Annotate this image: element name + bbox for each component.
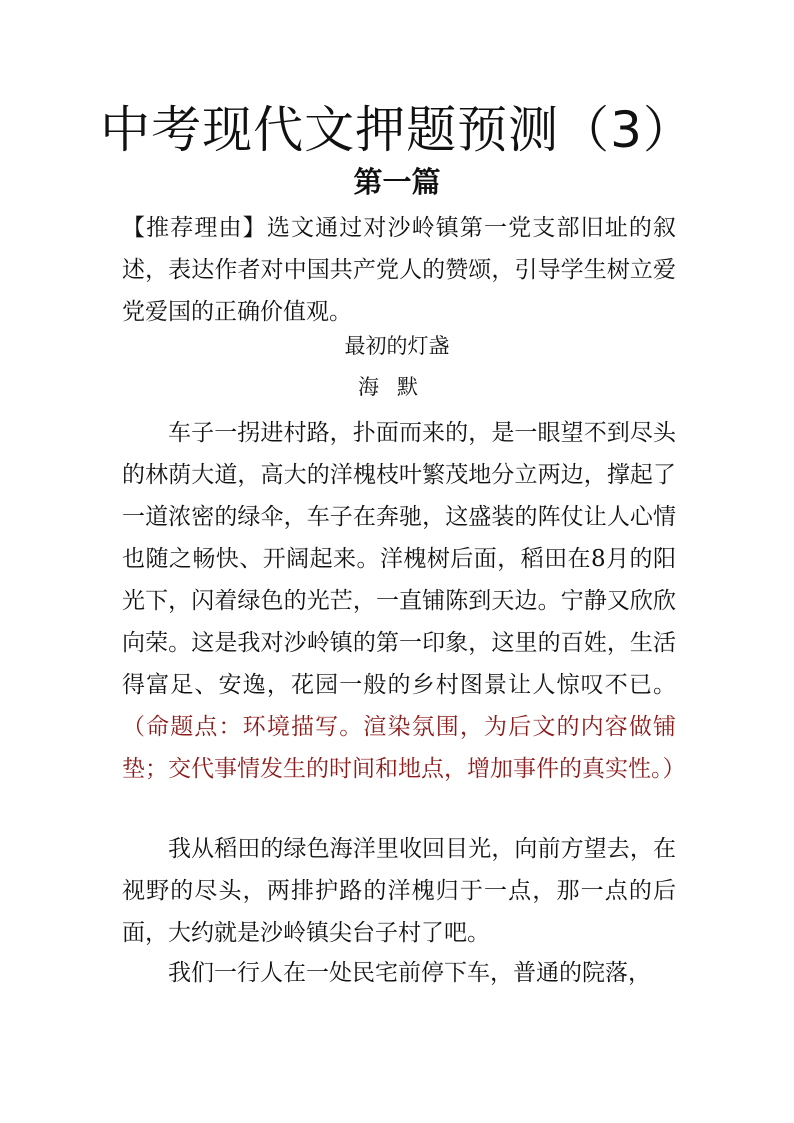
paragraph-text: 车子一拐进村路，扑面而来的，是一眼望不到尽头的林荫大道，高大的洋槐枝叶繁茂地分立两边，撑起了一道浓密的绿伞，车子在奔驰，这盛装的阵仗让人心情也随之畅快、开阔起来。洋槐树后面，稻田在8月的阳光下，闪着绿色的光芒，一直铺陈到天边。宁静又欣欣向荣。这是我对沙岭镇的第一印象，这里的百姓，生活得富足、安逸，花园一般的乡村图景让人惊叹不已。 xyxy=(122,420,676,698)
exam-annotation: （命题点：环境描写。渲染氛围，为后文的内容做铺垫；交代事情发生的时间和地点，增加事件的真实性。） xyxy=(122,714,686,782)
section-title: 第一篇 xyxy=(353,165,441,199)
main-title: 中考现代文押题预测（3） xyxy=(100,101,694,159)
paragraph xyxy=(122,412,686,790)
paragraph xyxy=(122,952,676,994)
recommendation-reason: 【推荐理由】选文通过对沙岭镇第一党支部旧址的叙述，表达作者对中国共产党人的赞颂，引导学生树立爱党爱国的正确价值观。 xyxy=(122,215,676,325)
article-author: 海默 xyxy=(358,375,436,399)
paragraph xyxy=(122,828,676,954)
paragraph-text: 我从稻田的绿色海洋里收回目光，向前方望去，在视野的尽头，两排护路的洋槐归于一点，那一点的后面，大约就是沙岭镇尖台子村了吧。 xyxy=(122,836,676,946)
paragraph-text: 我们一行人在一处民宅前停下车，普通的院落， xyxy=(168,960,651,986)
article-title: 最初的灯盏 xyxy=(344,334,450,358)
